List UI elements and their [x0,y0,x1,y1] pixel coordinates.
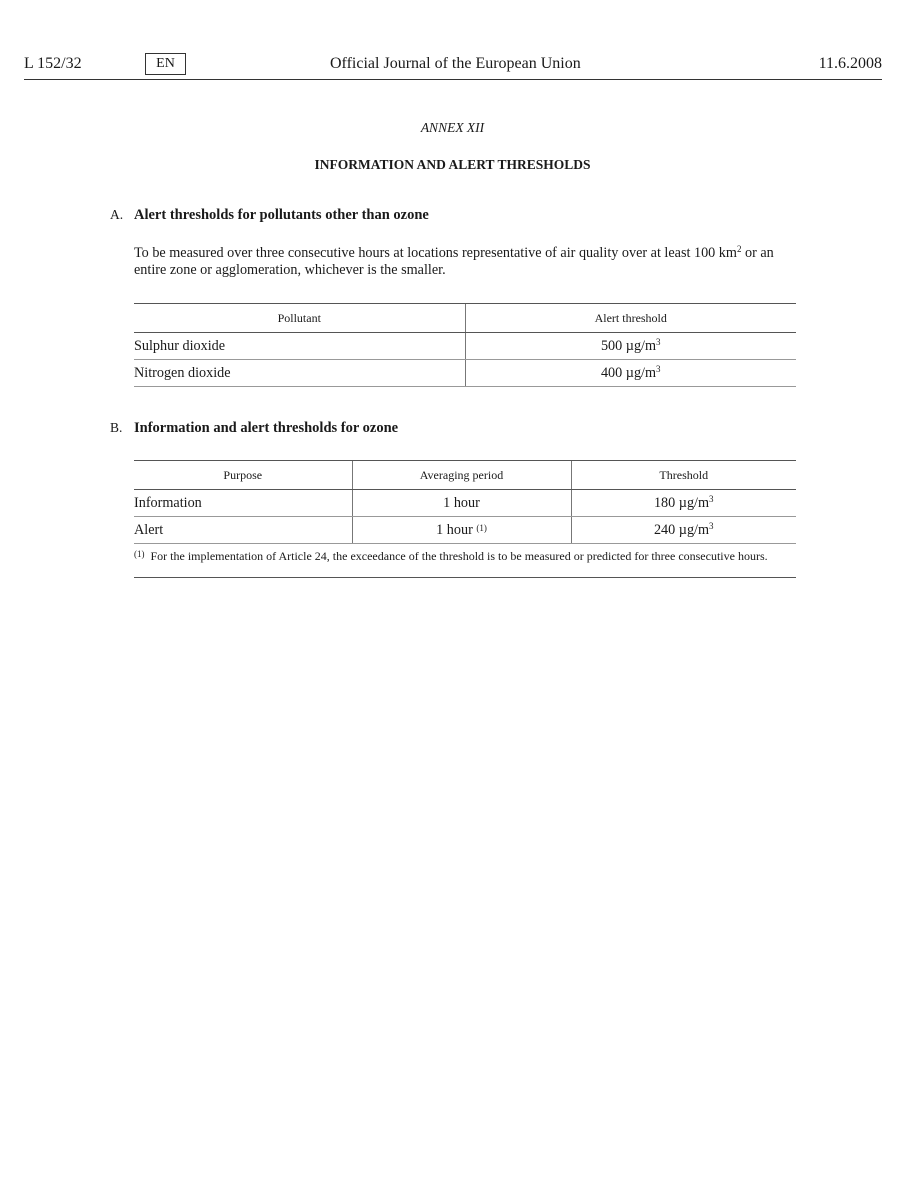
threshold-cell [465,333,796,360]
footnote-text: For the implementation of Article 24, the exceedance of the threshold is to be measured or predicted for three consecutive hours. [150,549,768,563]
threshold-value: 240 µg/m [653,521,710,538]
threshold-value: 400 µg/m [600,364,657,381]
column-header-pollutant: Pollutant [134,304,465,333]
table-header-row [134,304,796,333]
purpose-cell: Alert [134,517,352,544]
unit-superscript: 3 [656,336,661,347]
period-cell [352,517,571,544]
threshold-cell [571,490,796,517]
threshold-value: 500 µg/m [600,337,657,354]
journal-title: Official Journal of the European Union [330,55,581,72]
column-header-alert-threshold: Alert threshold [465,304,796,333]
header-rule [24,79,882,80]
column-header-threshold: Threshold [571,461,796,490]
threshold-cell [571,517,796,544]
language-box: EN [145,53,186,75]
pollutant-cell: Sulphur dioxide [134,333,465,360]
ozone-threshold-table [134,460,796,578]
annex-title: INFORMATION AND ALERT THRESHOLDS [314,157,591,172]
intro-text-2: or an entire zone or agglomeration, whichever is the smaller. [134,245,774,278]
footnote-reference: (1) [476,522,487,533]
publication-date: 11.6.2008 [818,55,882,72]
table-row [134,360,796,387]
pollutant-threshold-table [134,303,796,387]
column-header-averaging-period: Averaging period [352,461,571,490]
section-a-title: Alert thresholds for pollutants other than ozone [134,207,429,223]
table-row [134,517,796,544]
table-header-row [134,461,796,490]
running-header [24,52,882,78]
table-row [134,490,796,517]
period-value: 1 hour [436,521,473,538]
unit-superscript: 3 [656,363,661,374]
unit-superscript: 3 [709,520,714,531]
section-b-heading [110,420,398,437]
footnote-row [134,544,796,578]
section-b-letter: B. [110,420,123,435]
footnote-cell [134,544,796,578]
page-reference: L 152/32 [24,55,82,72]
section-a-heading [110,207,429,224]
section-a-intro [134,245,804,279]
section-b-title: Information and alert thresholds for ozone [134,420,399,436]
section-a-letter: A. [110,207,124,222]
intro-text-1: To be measured over three consecutive hours at locations representative of air quality over at least 100 km [134,245,737,261]
footnote-mark: (1) [134,549,145,559]
threshold-cell [465,360,796,387]
unit-superscript: 3 [709,493,714,504]
column-header-purpose: Purpose [134,461,352,490]
annex-label: ANNEX XII [420,120,485,135]
purpose-cell: Information [134,490,352,517]
table-row [134,333,796,360]
pollutant-cell: Nitrogen dioxide [134,360,465,387]
intro-superscript: 2 [736,244,742,254]
period-cell: 1 hour [352,490,571,517]
threshold-value: 180 µg/m [653,494,710,511]
